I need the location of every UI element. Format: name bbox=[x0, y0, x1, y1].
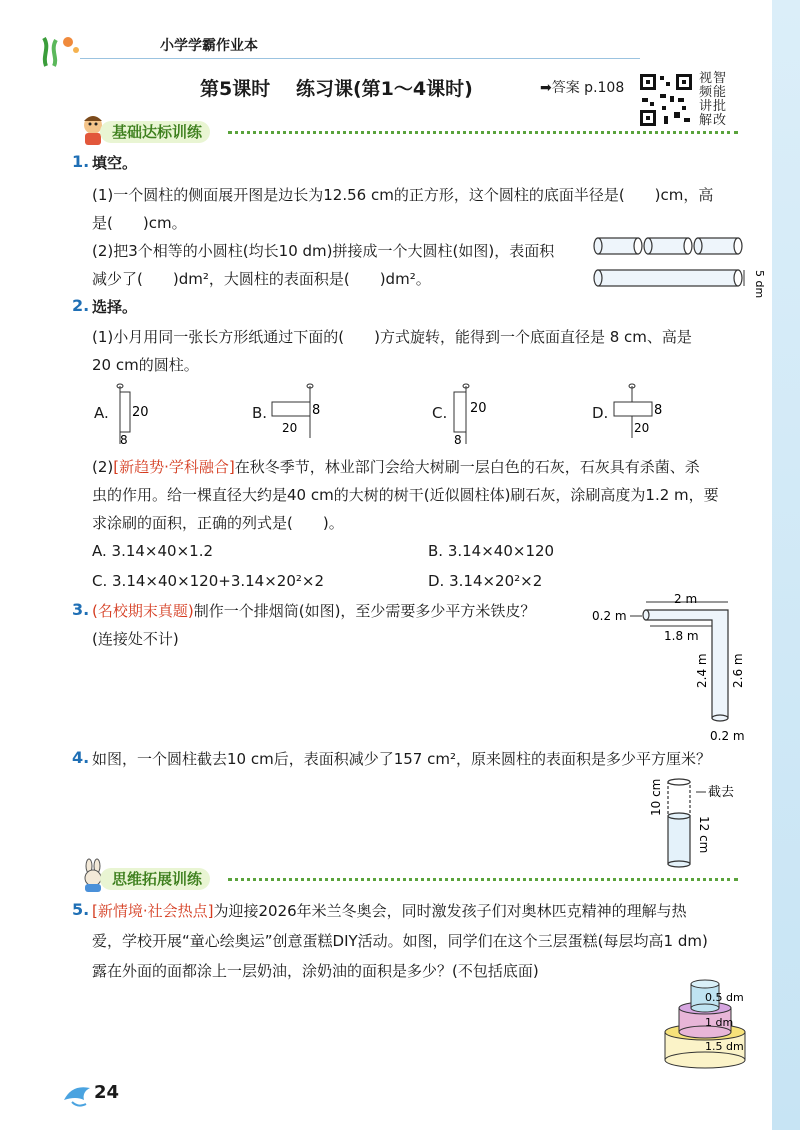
choice-a-height: 20 bbox=[132, 405, 149, 420]
page-number: 24 bbox=[94, 1082, 120, 1103]
question-5-number: 5. bbox=[72, 900, 90, 919]
option-a[interactable]: A. 3.14×40×1.2 bbox=[92, 542, 214, 560]
label-1.8m: 1.8 m bbox=[664, 629, 699, 643]
label-12cm: 12 cm bbox=[697, 816, 711, 854]
q3-line2: (连接处不计) bbox=[92, 630, 179, 648]
question-2-title: 选择。 bbox=[92, 298, 138, 316]
choice-d-width: 20 bbox=[634, 421, 650, 435]
qr-caption-video: 视频讲解 bbox=[699, 71, 713, 128]
label-2.4m: 2.4 m bbox=[695, 653, 709, 688]
section-extend-title: 思维拓展训练 bbox=[100, 868, 210, 890]
choice-a-width: 8 bbox=[120, 433, 128, 447]
choice-c-height: 20 bbox=[470, 401, 487, 416]
question-4-number: 4. bbox=[72, 748, 90, 767]
label-10cm: 10 cm bbox=[649, 778, 663, 816]
choice-b-figure[interactable] bbox=[268, 380, 328, 442]
lesson-title: 练习课(第1～4课时) bbox=[296, 78, 473, 100]
choice-b-letter[interactable]: B. bbox=[252, 404, 268, 422]
dolphin-icon bbox=[62, 1080, 94, 1108]
cake-figure bbox=[655, 970, 770, 1072]
q2-part1-line1: (1)小月用同一张长方形纸通过下面的( )方式旋转，能得到一个底面直径是 8 cm、高是 bbox=[92, 328, 692, 346]
q3-tag: (名校期末真题) bbox=[92, 602, 194, 620]
section-basic-header bbox=[78, 119, 738, 145]
cylinders-figure bbox=[590, 232, 766, 300]
book-title: 小学学霸作业本 bbox=[160, 38, 258, 54]
label-2.6m: 2.6 m bbox=[731, 653, 745, 688]
q2-part2-tag: [新趋势·学科融合] bbox=[113, 458, 235, 476]
section-divider-dots bbox=[228, 131, 738, 134]
q1-part1-line2: 是( )cm。 bbox=[92, 214, 187, 232]
lesson-number: 第5课时 bbox=[200, 78, 271, 100]
label-0.2m-bottom: 0.2 m bbox=[710, 729, 745, 743]
choice-d-height: 8 bbox=[654, 403, 663, 418]
q5-line1: [新情境·社会热点]为迎接2026年米兰冬奥会，同时激发孩子们对奥林匹克精神的理解与热 bbox=[92, 902, 687, 920]
q2-part2-line1: (2)[新趋势·学科融合]在秋冬季节，林业部门会给大树刷一层白色的石灰，石灰具有杀菌、杀 bbox=[92, 458, 700, 476]
section-extend-header bbox=[78, 866, 738, 892]
label-0.2m-top: 0.2 m bbox=[592, 609, 627, 623]
seaweed-logo-icon bbox=[36, 28, 84, 68]
section-basic-title: 基础达标训练 bbox=[100, 121, 210, 143]
q2-part2-line2: 虫的作用。给一棵直径大约是40 cm的大树的树干(近似圆柱体)刷石灰，涂刷高度为1.2 m，要 bbox=[92, 486, 719, 504]
choice-c-letter[interactable]: C. bbox=[432, 404, 448, 422]
page-edge-strip bbox=[772, 0, 800, 1130]
q5-tag: [新情境·社会热点] bbox=[92, 902, 214, 920]
section-divider-dots bbox=[228, 878, 738, 881]
label-cut-off: 截去 bbox=[708, 785, 735, 800]
q5-line3: 露在外面的面都涂上一层奶油，涂奶油的面积是多少？(不包括底面) bbox=[92, 962, 539, 980]
fig-label-5dm: 5 dm bbox=[753, 270, 766, 299]
label-0.5dm: 0.5 dm bbox=[705, 991, 744, 1004]
option-d[interactable]: D. 3.14×20²×2 bbox=[428, 572, 543, 590]
choice-d-figure[interactable] bbox=[610, 380, 680, 442]
q3-line1: (名校期末真题)制作一个排烟筒(如图)，至少需要多少平方米铁皮？ bbox=[92, 602, 536, 620]
question-3-number: 3. bbox=[72, 600, 90, 619]
question-2-number: 2. bbox=[72, 296, 90, 315]
header-divider bbox=[80, 58, 640, 59]
label-1dm: 1 dm bbox=[705, 1016, 734, 1029]
q4-line1: 如图，一个圆柱截去10 cm后，表面积减少了157 cm²，原来圆柱的表面积是多少平方厘米？ bbox=[92, 750, 711, 768]
question-1-number: 1. bbox=[72, 152, 90, 171]
answer-reference: ➡答案 p.108 bbox=[540, 80, 625, 96]
option-b[interactable]: B. 3.14×40×120 bbox=[428, 542, 555, 560]
q1-part1-line1: (1)一个圆柱的侧面展开图是边长为12.56 cm的正方形，这个圆柱的底面半径是( )cm，高 bbox=[92, 186, 714, 204]
choice-c-figure[interactable] bbox=[450, 380, 500, 450]
q2-part1-line2: 20 cm的圆柱。 bbox=[92, 356, 199, 374]
choice-b-width: 20 bbox=[282, 421, 298, 435]
q1-part2-line1: (2)把3个相等的小圆柱(均长10 dm)拼接成一个大圆柱(如图)，表面积 bbox=[92, 242, 555, 260]
option-c[interactable]: C. 3.14×40×120+3.14×20²×2 bbox=[92, 572, 325, 590]
cut-cylinder-figure bbox=[640, 776, 760, 872]
arrow-right-icon: ➡ bbox=[540, 80, 552, 96]
q1-part2-line2: 减少了( )dm²，大圆柱的表面积是( )dm²。 bbox=[92, 270, 431, 288]
q2-part2-line3: 求涂刷的面积，正确的列式是( )。 bbox=[92, 514, 344, 532]
label-1.5dm: 1.5 dm bbox=[705, 1040, 744, 1053]
choice-c-width: 8 bbox=[454, 433, 462, 447]
q5-line2: 爱，学校开展“童心绘奥运”创意蛋糕DIY活动。如图，同学们在这个三层蛋糕(每层均高1 dm) bbox=[92, 932, 708, 950]
choice-d-letter[interactable]: D. bbox=[592, 404, 609, 422]
question-1-title: 填空。 bbox=[92, 154, 138, 172]
label-2m: 2 m bbox=[674, 592, 698, 606]
choice-a-letter[interactable]: A. bbox=[94, 404, 109, 422]
qr-caption-grading: 智能批改 bbox=[713, 71, 727, 128]
choice-b-height: 8 bbox=[312, 403, 321, 418]
choice-a-figure[interactable] bbox=[112, 380, 162, 450]
chimney-figure bbox=[588, 590, 768, 750]
